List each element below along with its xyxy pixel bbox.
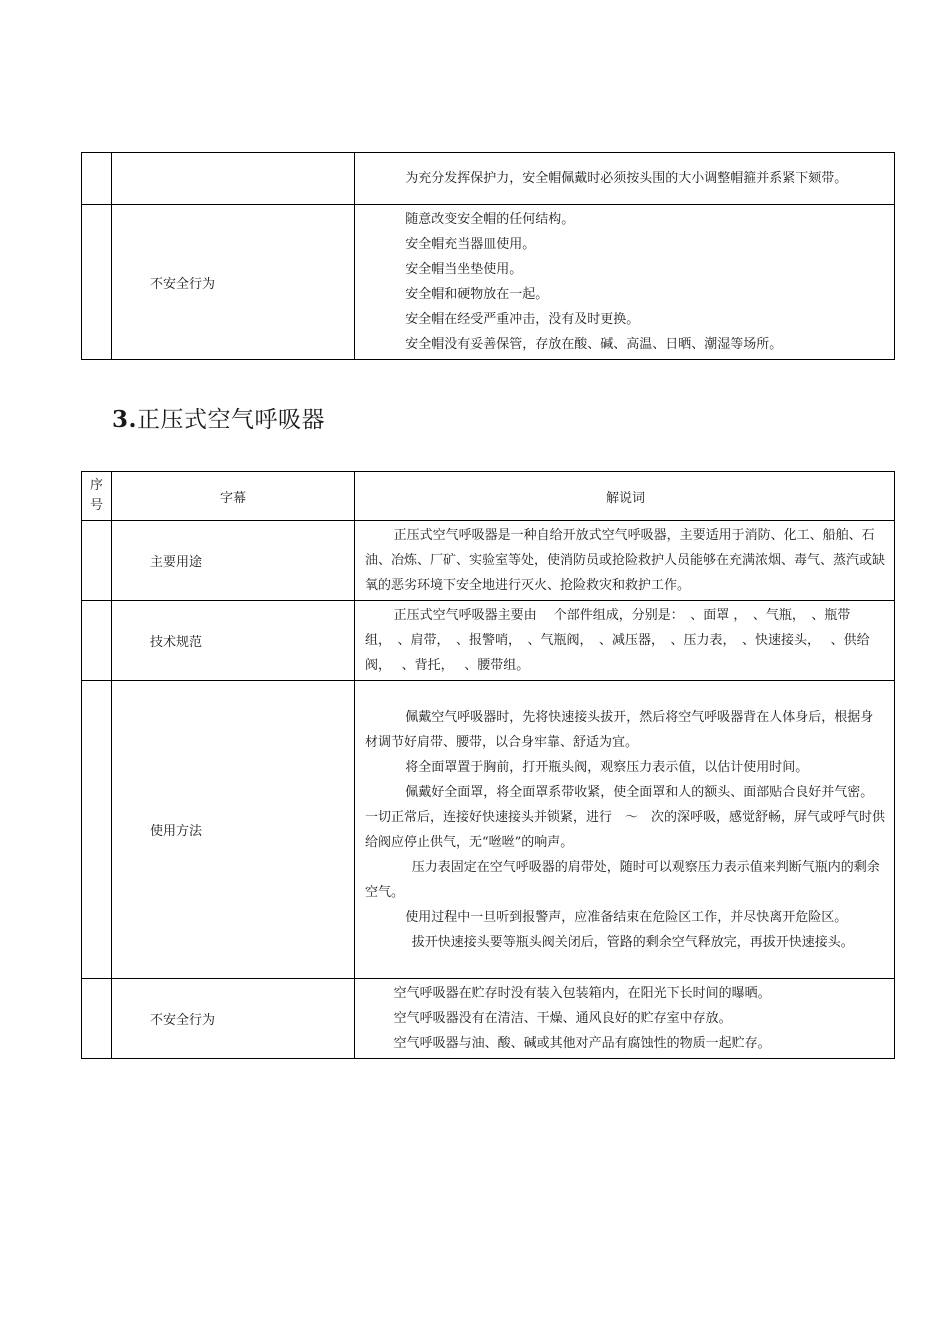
narration-line: 为充分发挥保护力，安全帽佩戴时必须按头围的大小调整帽箍并系紧下颏带。 bbox=[405, 171, 848, 186]
subtitle-cell bbox=[112, 205, 355, 360]
table-main bbox=[81, 471, 895, 1059]
seq-cell bbox=[82, 153, 112, 205]
table-row bbox=[82, 979, 895, 1059]
table-row bbox=[82, 681, 895, 979]
narration-line: 使用过程中一旦听到报警声，应准备结束在危险区工作，并尽快离开危险区。 bbox=[405, 909, 848, 925]
narration-line: 将全面罩置于胸前，打开瓶头阀，观察压力表示值，以估计使用时间。 bbox=[405, 759, 809, 775]
seq-cell bbox=[82, 681, 112, 979]
subtitle-label: 不安全行为 bbox=[150, 276, 216, 292]
table-top bbox=[81, 152, 895, 360]
subtitle-cell bbox=[112, 153, 355, 205]
narration-line: 随意改变安全帽的任何结构。 bbox=[405, 212, 575, 227]
header-seq bbox=[82, 472, 112, 521]
narration-line: 安全帽在经受严重冲击，没有及时更换。 bbox=[405, 312, 640, 327]
narration-line: 空气呼吸器在贮存时没有装入包装箱内，在阳光下长时间的曝晒。 bbox=[393, 986, 771, 1001]
narration-line: 正压式空气呼吸器是一种自给开放式空气呼吸器，主要适用于消防、化工、船舶、石油、冶炼、厂矿、实验室等处，使消防员或抢险救护人员能够在充满浓烟、毒气、蒸汽或缺氧的恶劣环境下安全地进行灭火、抢险救灾和救护工作。 bbox=[365, 528, 886, 593]
narration-line: 压力表固定在空气呼吸器的肩带处，随时可以观察压力表示值来判断气瓶内的剩余空气。 bbox=[365, 859, 880, 900]
table-row bbox=[82, 153, 895, 205]
table-row bbox=[82, 521, 895, 601]
subtitle-label: 不安全行为 bbox=[150, 1013, 216, 1028]
narration-line: 安全帽没有妥善保管，存放在酸、碱、高温、日晒、潮湿等场所。 bbox=[405, 337, 783, 352]
subtitle-label bbox=[112, 171, 150, 186]
narration-line: 佩戴好全面罩，将全面罩系带收紧，使全面罩和人的额头、面部贴合良好并气密。一切正常后，连接好快速接头并锁紧，进行 ～ 次的深呼吸，感觉舒畅，屏气或呼气时供给阀应停止供气，无“咝咝”的响声。 bbox=[365, 784, 886, 850]
narration-line: 佩戴空气呼吸器时，先将快速接头拔开，然后将空气呼吸器背在人体身后，根据身材调节好肩带、腰带，以合身牢靠、舒适为宜。 bbox=[365, 709, 874, 750]
seq-cell bbox=[82, 979, 112, 1059]
narration-line: 空气呼吸器与油、酸、碱或其他对产品有腐蚀性的物质一起贮存。 bbox=[393, 1036, 771, 1051]
section-number: 3. bbox=[112, 406, 138, 433]
section-title: 正压式空气呼吸器 bbox=[137, 407, 326, 433]
table-row bbox=[82, 205, 895, 360]
narration-cell bbox=[355, 681, 895, 979]
narration-line: 安全帽当坐垫使用。 bbox=[405, 262, 523, 277]
subtitle-label: 使用方法 bbox=[150, 824, 203, 839]
subtitle-cell bbox=[112, 601, 355, 681]
narration-line: 拔开快速接头要等瓶头阀关闭后，管路的剩余空气释放完，再拔开快速接头。 bbox=[411, 934, 854, 950]
narration-cell bbox=[355, 979, 895, 1059]
narration-line: 正压式空气呼吸器主要由 个部件组成，分别是： 、面罩 ， 、气瓶， 、瓶带组， 、肩带， 、报警哨， 、气瓶阀， 、减压器， 、压力表， 、快速接头， 、供给阀， 、背托， 、腰带组。 bbox=[365, 608, 870, 673]
seq-cell bbox=[82, 521, 112, 601]
seq-cell bbox=[82, 601, 112, 681]
narration-cell bbox=[355, 153, 895, 205]
table-header-row bbox=[82, 472, 895, 521]
subtitle-cell bbox=[112, 521, 355, 601]
narration-cell bbox=[355, 521, 895, 601]
narration-line: 安全帽和硬物放在一起。 bbox=[405, 287, 549, 302]
header-narration: 解说词 bbox=[355, 472, 895, 521]
narration-line: 空气呼吸器没有在清洁、干燥、通风良好的贮存室中存放。 bbox=[393, 1011, 732, 1026]
subtitle-cell bbox=[112, 979, 355, 1059]
header-seq-text: 序号 bbox=[89, 478, 103, 513]
narration-line: 安全帽充当器皿使用。 bbox=[405, 237, 536, 252]
narration-cell bbox=[355, 205, 895, 360]
table-row bbox=[82, 601, 895, 681]
seq-cell bbox=[82, 205, 112, 360]
subtitle-label: 主要用途 bbox=[150, 555, 203, 570]
header-subtitle: 字幕 bbox=[112, 472, 355, 521]
section-heading bbox=[112, 401, 325, 434]
narration-cell bbox=[355, 601, 895, 681]
subtitle-cell bbox=[112, 681, 355, 979]
subtitle-label: 技术规范 bbox=[150, 635, 203, 650]
